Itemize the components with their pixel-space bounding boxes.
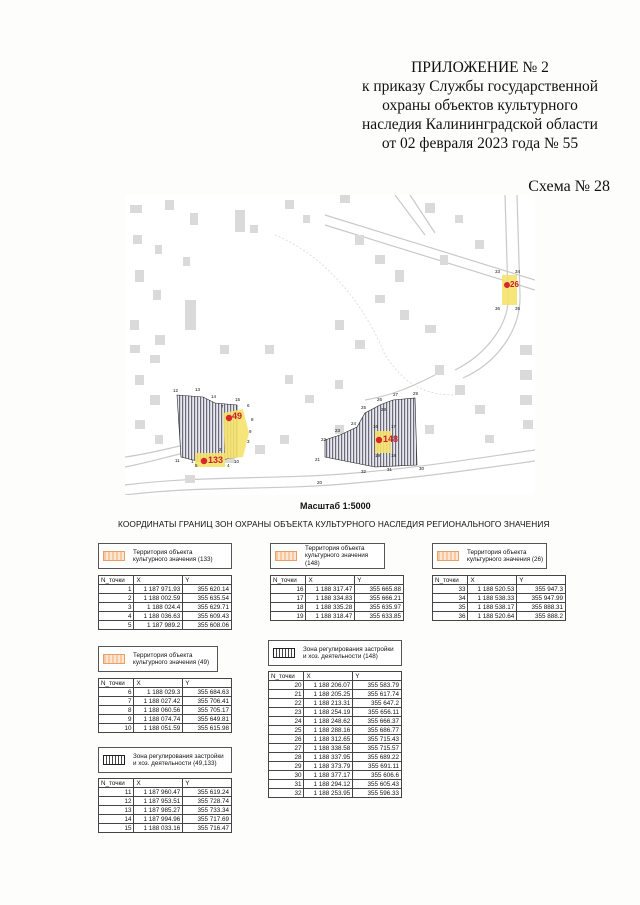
object-label-26: 26 (510, 280, 519, 289)
table-row: 13 1 187 985.27 355 733.34 (99, 806, 232, 815)
point-label: 18 (391, 453, 397, 458)
point-label: 12 (173, 388, 179, 393)
table-row: 35 1 188 538.17 355 888.31 (433, 603, 566, 612)
point-label: 16 (373, 424, 379, 429)
territory-swatch (103, 551, 125, 561)
point-label: 23 (335, 428, 341, 433)
table-row: 2 1 188 002.59 355 635.54 (99, 594, 232, 603)
legend-territory-26: Территория объекта культурного значения (26) (432, 543, 547, 569)
coords-table-133: N_точки X Y 1 1 187 971.93 355 620.14 2 1 188 002.59 355 635.54 3 1 188 024.4 355 629.71 4 1 188 036.63 355 609.43 5 1 187 989.2 355 608.06 (98, 575, 232, 630)
table-row: 25 1 188 288.16 355 686.77 (269, 726, 402, 735)
point-label: 15 (235, 397, 241, 402)
table-row: 21 1 188 205.25 355 617.74 (269, 690, 402, 699)
table-row: 15 1 188 033.16 355 716.47 (99, 824, 232, 833)
table-row: 12 1 187 953.51 355 728.74 (99, 797, 232, 806)
point-label: 14 (211, 394, 217, 399)
map-scale: Масштаб 1:5000 (300, 501, 371, 511)
block-zone-148 (268, 640, 402, 798)
map-svg (125, 195, 535, 495)
coords-table-49: N_точки X Y 6 1 188 029.3 355 684.63 7 1 188 027.42 355 706.41 8 1 188 060.56 355 705.17 9 1 188 074.74 355 649.81 10 1 188 051.59 355 615.98 (98, 678, 232, 733)
point-label: 24 (351, 421, 357, 426)
table-row: 17 1 188 334.83 355 666.21 (271, 594, 404, 603)
point-label: 19 (375, 453, 381, 458)
table-row: 24 1 188 248.62 355 666.37 (269, 717, 402, 726)
table-row: 33 1 188 520.53 355 947.3 (433, 585, 566, 594)
point-label: 29 (413, 391, 419, 396)
header-line: от 02 февраля 2023 года № 55 (381, 135, 579, 152)
coords-table-zone-148: N_точки X Y 20 1 188 206.07 355 583.79 21 1 188 205.25 355 617.74 22 1 188 213.31 355 647.2 23 1 188 254.19 355 656.11 24 1 188 248.62 355 666.37 25 1 188 288.16 355 686.77 26 1 188 312.65 355 715.43 27 1 188 338.58 355 715.57 28 1 188 337.95 355 689.22 29 1 188 373.79 355 691.11 30 1 188 377.17 355 606.6 31 1 188 294.12 355 605.43 32 1 188 253.95 355 596.33 (268, 671, 402, 798)
point-label: 5 (195, 463, 198, 468)
table-row: 23 1 188 254.19 355 656.11 (269, 708, 402, 717)
territory-swatch (103, 654, 125, 664)
territory-swatch (275, 551, 297, 561)
table-row: 14 1 187 994.96 355 717.69 (99, 815, 232, 824)
point-label: 30 (419, 466, 425, 471)
point-label: 2 (219, 447, 222, 452)
block-territory-26 (432, 543, 566, 621)
table-row: 6 1 188 029.3 355 684.63 (99, 688, 232, 697)
block-territory-148 (270, 543, 404, 621)
table-row: 7 1 188 027.42 355 706.41 (99, 697, 232, 706)
header-line: к приказу Службы государственной (361, 78, 599, 95)
coords-table-148: N_точки X Y 16 1 188 317.47 355 665.88 17 1 188 334.83 355 666.21 18 1 188 335.28 355 635.97 19 1 188 318.47 355 633.85 (270, 575, 404, 621)
point-label: 27 (393, 392, 399, 397)
point-label: 10 (234, 459, 240, 464)
zone-swatch (103, 755, 125, 765)
legend-zone-49-133: Зона регулирования застройки и хоз. деятельности (49,133) (98, 747, 232, 773)
header-line: наследия Калининградской области (362, 116, 598, 133)
point-label: 8 (251, 417, 254, 422)
zone-swatch (273, 648, 295, 658)
point-label: 35 (515, 306, 521, 311)
table-row: 8 1 188 060.56 355 705.17 (99, 706, 232, 715)
table-row: 29 1 188 373.79 355 691.11 (269, 762, 402, 771)
header-line: ПРИЛОЖЕНИЕ № 2 (411, 59, 549, 76)
point-label: 13 (195, 387, 201, 392)
point-label: 32 (361, 469, 367, 474)
table-row: 10 1 188 051.59 355 615.98 (99, 724, 232, 733)
table-row: 4 1 188 036.63 355 609.43 (99, 612, 232, 621)
legend-territory-133: Территория объекта культурного значения (133) (98, 543, 232, 569)
table-row: 3 1 188 024.4 355 629.71 (99, 603, 232, 612)
point-label: 20 (317, 480, 323, 485)
point-label: 7 (221, 404, 224, 409)
point-label: 3 (247, 439, 250, 444)
coords-table-zone-49-133: N_точки X Y 11 1 187 960.47 355 619.24 12 1 187 953.51 355 728.74 13 1 187 985.27 355 733.34 14 1 187 994.96 355 717.69 15 1 188 033.16 355 716.47 (98, 778, 232, 833)
point-label: 6 (247, 403, 250, 408)
table-row: 31 1 188 294.12 355 605.43 (269, 780, 402, 789)
table-row: 34 1 188 538.33 355 947.99 (433, 594, 566, 603)
block-zone-49-133 (98, 747, 232, 833)
object-label-49: 49 (232, 411, 243, 421)
table-row: 1 1 187 971.93 355 620.14 (99, 585, 232, 594)
block-territory-49 (98, 646, 232, 733)
scheme-label: Схема № 28 (528, 178, 610, 195)
object-label-133: 133 (208, 455, 224, 465)
legend-zone-148: Зона регулирования застройки и хоз. деятельности (148) (268, 640, 402, 666)
header-line: охраны объектов культурного (382, 97, 578, 114)
coords-table-26: N_точки X Y 33 1 188 520.53 355 947.3 34 1 188 538.33 355 947.99 35 1 188 538.17 355 888.31 36 1 188 520.64 355 888.2 (432, 575, 566, 621)
point-label: 4 (227, 463, 230, 468)
legend-territory-49: Территория объекта культурного значения (49) (98, 646, 218, 672)
table-row: 20 1 188 206.07 355 583.79 (269, 681, 402, 690)
point-label: 28 (381, 407, 387, 412)
point-label: 31 (387, 467, 393, 472)
point-label: 36 (495, 306, 501, 311)
table-row: 16 1 188 317.47 355 665.88 (271, 585, 404, 594)
point-label: 9 (249, 429, 252, 434)
legend-territory-148: Территория объекта культурного значения (148) (270, 543, 385, 569)
block-territory-133 (98, 543, 232, 630)
table-row: 27 1 188 338.58 355 715.57 (269, 744, 402, 753)
table-row: 32 1 188 253.95 355 596.33 (269, 789, 402, 798)
point-label: 33 (495, 269, 501, 274)
point-label: 17 (391, 424, 397, 429)
point-label: 22 (321, 437, 327, 442)
point-label: 11 (175, 458, 180, 463)
site-map (125, 195, 535, 495)
territory-swatch (437, 551, 459, 561)
object-label-148: 148 (383, 434, 399, 444)
point-label: 26 (377, 397, 383, 402)
point-label: 25 (361, 405, 367, 410)
point-label: 34 (515, 269, 521, 274)
table-row: 11 1 187 960.47 355 619.24 (99, 788, 232, 797)
table-row: 28 1 188 337.95 355 689.22 (269, 753, 402, 762)
table-row: 9 1 188 074.74 355 649.81 (99, 715, 232, 724)
table-row: 30 1 188 377.17 355 606.6 (269, 771, 402, 780)
point-label: 1 (191, 459, 194, 464)
table-row: 26 1 188 312.65 355 715.43 (269, 735, 402, 744)
table-row: 19 1 188 318.47 355 633.85 (271, 612, 404, 621)
table-row: 18 1 188 335.28 355 635.97 (271, 603, 404, 612)
table-row: 36 1 188 520.64 355 888.2 (433, 612, 566, 621)
point-label: 21 (315, 457, 321, 462)
table-row: 22 1 188 213.31 355 647.2 (269, 699, 402, 708)
appendix-header (340, 58, 620, 153)
table-row: 5 1 187 989.2 355 608.06 (99, 621, 232, 630)
coordinates-title: КООРДИНАТЫ ГРАНИЦ ЗОН ОХРАНЫ ОБЪЕКТА КУЛЬТУРНОГО НАСЛЕДИЯ РЕГИОНАЛЬНОГО ЗНАЧЕНИЯ (118, 519, 550, 529)
